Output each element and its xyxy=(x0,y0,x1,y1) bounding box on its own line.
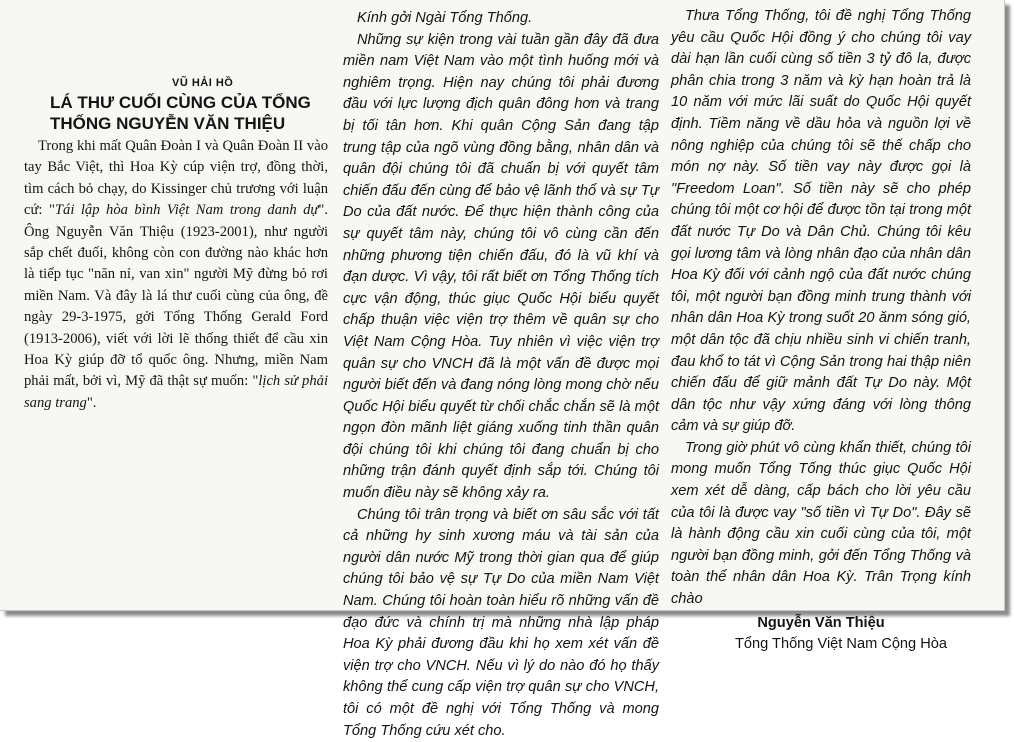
article-column-2 xyxy=(343,8,659,742)
headline-line-1: LÁ THƯ CUỐI CÙNG CỦA TỔNG xyxy=(50,93,311,112)
article-headline xyxy=(24,92,328,134)
signature-title: Tổng Thống Việt Nam Cộng Hòa xyxy=(734,635,947,652)
article-column-3 xyxy=(671,6,971,655)
intro-text-1: Trong khi mất Quân Đoàn I và Quân Đoàn II vào tay Bắc Việt, thì Hoa Kỳ cúp viện trợ, đồng thời, tìm cách bỏ chạy, do Kissinger chủ trương với luận cứ: " xyxy=(24,138,328,219)
letter-greeting: Kính gởi Ngài Tổng Thống. xyxy=(357,10,533,26)
letter-paragraph-4: Trong giờ phút vô cùng khẩn thiết, chúng tôi mong muốn Tổng Tống thúc giục Quốc Hội xem xét dễ dàng, cấp bách cho lời yêu cầu của tôi là được vay "số tiền vì Tự Do". Đây sẽ là hành động cầu xin cuối cùng của tôi, một người bạn đồng minh, gởi đến Tổng Thống và toàn thể nhân dân Hoa Kỳ. Trân Trọng kính chào xyxy=(671,439,971,608)
signature-name: Nguyễn Văn Thiệu xyxy=(757,614,885,631)
article-column-1 xyxy=(24,68,328,414)
letter-paragraph-1: Những sự kiện trong vài tuần gần đây đã đưa miền nam Việt Nam vào một tình huống mới và nghiêm trọng. Hiện nay chúng tôi phải đương đầu với lực lượng địch quân đông hơn và trang bị tối tân hơn. Khi quân Cộng Sản đang tập trung tập của ngõ vùng đồng bằng, nhân dân và quân đội chúng tôi đã chuẩn bị với quyết tâm chiến đấu đến cùng để bảo vệ lãnh thổ và sự Tự Do của đất nước. Để thực hiện thành công của sự quyết tâm này, chúng tôi vô cùng cần đến những phương tiện chiến đấu, đó là vũ khí và đạn dược. Vì vậy, tôi rất biết ơn Tổng Thống tích cực vận động, thúc giục Quốc Hội biểu quyết chấp thuận việc viện trợ thêm về quân sự cho Việt Nam Cộng Hòa. Tuy nhiên vì việc viện trợ quân sự cho VNCH đã là một vấn đề được mọi người biết đến và đang nóng lòng mong chờ nếu Quốc Hội biểu quyết từ chối chắc chắn sẽ là một ngọn đòn mãnh liệt giáng xuống tinh thần quân đội chúng tôi khi chúng tôi đang chuẩn bị cho những trận đánh quyết định sắp tới. Chúng tôi muốn điều này sẽ không xảy ra. xyxy=(343,31,659,502)
intro-paragraph xyxy=(24,136,328,414)
intro-text-2: ". Ông Nguyễn Văn Thiệu (1923-2001), như người sắp chết đuối, không còn con đường nào khác hơn là tiếp tục "năn nỉ, van xin" người Mỹ đừng bỏ rơi miền Nam. Và đây là lá thư cuối cùng của ông, đề ngày 29-3-1975, gởi Tổng Thống Gerald Ford (1913-2006), viết với lời lẽ thống thiết để cầu xin Hoa Kỳ giúp đỡ tổ quốc ông. Nhưng, miền Nam phải mất, bởi vì, Mỹ đã thật sự muốn: " xyxy=(24,202,328,390)
letter-paragraph-3: Thưa Tổng Thống, tôi đề nghị Tổng Thống yêu cầu Quốc Hội đồng ý cho chúng tôi vay dài hạn lần cuối cùng số tiền 3 tỷ đô la, được phân chia trong 3 năm và kỳ hạn hoàn trả là 10 năm với mức lãi suất do Quốc Hội quyết định. Tiềm năng về dầu hỏa và nguồn lợi về nông nghiệp của chúng tôi sẽ thế chấp cho món nợ này. Số tiền vay này được gọi là "Freedom Loan". Số tiền này sẽ cho phép chúng tôi một cơ hội để được tồn tại trong một đất nước Tự Do và Dân Chủ. Chúng tôi kêu gọi lương tâm và lòng nhân đạo của nhân dân Hoa Kỳ đối với cảnh ngộ của đất nước chúng tôi, một người bạn đồng minh trung thành với nhân dân Hoa Kỳ trong suốt 20 ănm sóng gió, một dân tộc đã chịu nhiều sinh vi chiến tranh, đau khổ to tát vì Cộng Sản trong hai thập niên chiến đấu để giữ mảnh đất Tự Do này. Một dân tộc như vậy xứng đáng với lòng thông cảm và sự giúp đỡ. xyxy=(671,8,971,435)
headline-line-2: THỐNG NGUYỄN VĂN THIỆU xyxy=(50,114,286,133)
intro-quote-2: lịch sử phải sang trang xyxy=(24,373,328,411)
intro-quote-1: Tái lập hòa bình Việt Nam trong danh dự xyxy=(54,202,319,219)
author-byline: VŨ HẢI HỒ xyxy=(172,77,234,89)
intro-text-3: ". xyxy=(86,394,97,411)
letter-paragraph-2: Chúng tôi trân trọng và biết ơn sâu sắc với tất cả những hy sinh xương máu và tài sản của người dân nước Mỹ trong thời gian qua để giúp chúng tôi bảo vệ sự Tự Do của miền Nam Việt Nam. Chúng tôi hoàn toàn hiểu rõ những vấn đề đạo đức và chính trị mà những nhà lập pháp Hoa Kỳ phải đương đầu khi họ xem xét vấn đề viện trợ cho VNCH. Nếu vì lý do nào đó họ thấy không thể cung cấp viện trợ quân sự cho VNCH, tôi có một đề nghị với Tổng Thống và mong Tổng Thống cứu xét cho. xyxy=(343,506,659,739)
